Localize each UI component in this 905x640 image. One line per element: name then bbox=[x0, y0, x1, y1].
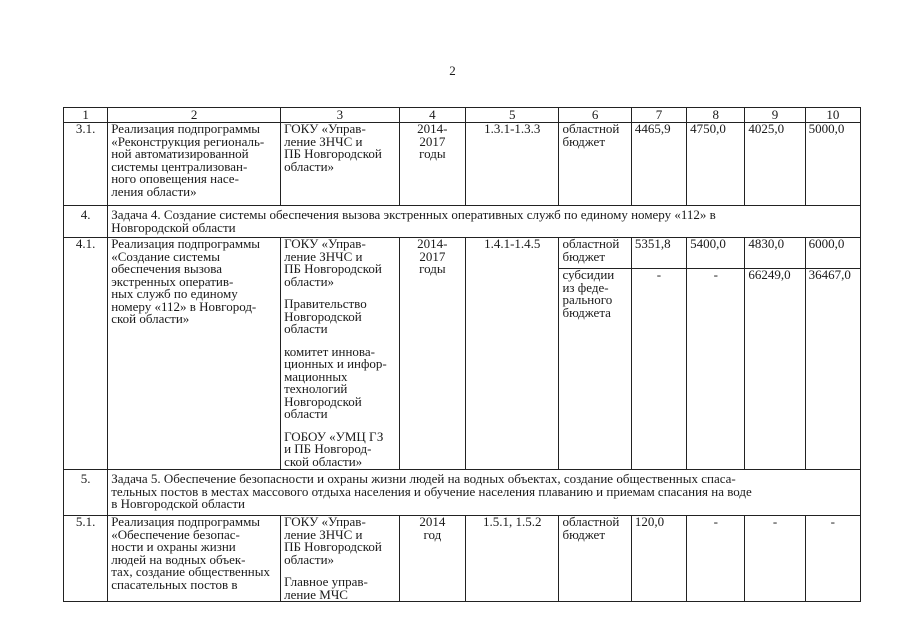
period: 2014- 2017 годы bbox=[399, 123, 465, 206]
header-cell: 7 bbox=[631, 108, 686, 123]
header-cell: 4 bbox=[399, 108, 465, 123]
amount-pair: 6000,0 36467,0 bbox=[805, 238, 860, 470]
header-cell: 8 bbox=[687, 108, 745, 123]
amount: - bbox=[805, 516, 860, 602]
program-table bbox=[63, 107, 861, 602]
page-number: 2 bbox=[449, 63, 456, 78]
header-cell: 5 bbox=[466, 108, 559, 123]
amount-pair: 5400,0 - bbox=[687, 238, 745, 470]
period: 2014 год bbox=[399, 516, 465, 602]
amount: 4465,9 bbox=[631, 123, 686, 206]
task-title: Задача 4. Создание системы обеспечения вызова экстренных оперативных служб по единому номеру «112» в Новгородской области bbox=[108, 206, 861, 238]
task-number: 5. bbox=[64, 470, 108, 516]
amount: 4025,0 bbox=[745, 123, 805, 206]
amount: - bbox=[687, 516, 745, 602]
executors: ГОКУ «Управ- ление ЗНЧС и ПБ Новгородской области» Правительство Новгородской области комитет иннова- ционных и инфор- мационных технологий Новгородской области ГОБОУ «УМЦ ГЗ и ПБ Новгород- ской области» bbox=[281, 238, 400, 470]
amount-pair: 4830,0 66249,0 bbox=[745, 238, 805, 470]
row-number: 5.1. bbox=[64, 516, 108, 602]
table-row-3-1 bbox=[64, 123, 861, 206]
measure-name: Реализация подпрограммы «Создание системы обеспечения вызова экстренных оператив- ных служб по единому номеру «112» в Новгород- ской области» bbox=[108, 238, 281, 470]
task-row-4 bbox=[64, 206, 861, 238]
header-row bbox=[64, 108, 861, 123]
table-row-5-1 bbox=[64, 516, 861, 602]
header-cell: 9 bbox=[745, 108, 805, 123]
funding-source: областной бюджет bbox=[559, 516, 631, 602]
funding-sources: областной бюджет субсидии из феде- рального бюджета bbox=[559, 238, 631, 470]
amount-pair: 5351,8 - bbox=[631, 238, 686, 470]
header-cell: 2 bbox=[108, 108, 281, 123]
task-title: Задача 5. Обеспечение безопасности и охраны жизни людей на водных объектах, создание общественных спаса- тельных постов в местах массового отдыха населения и обучение населения плаванию и приемам спасания на воде в Новгородской области bbox=[108, 470, 861, 516]
amount: 5000,0 bbox=[805, 123, 860, 206]
amount: 120,0 bbox=[631, 516, 686, 602]
indicators: 1.3.1-1.3.3 bbox=[466, 123, 559, 206]
header-cell: 3 bbox=[281, 108, 400, 123]
task-row-5 bbox=[64, 470, 861, 516]
measure-name: Реализация подпрограммы «Реконструкция региональ- ной автоматизированной системы централизован- ного оповещения насе- ления области» bbox=[108, 123, 281, 206]
amount: 4750,0 bbox=[687, 123, 745, 206]
measure-name: Реализация подпрограммы «Обеспечение безопас- ности и охраны жизни людей на водных объек- тах, создание общественных спасательных постов в bbox=[108, 516, 281, 602]
period: 2014- 2017 годы bbox=[399, 238, 465, 470]
indicators: 1.5.1, 1.5.2 bbox=[466, 516, 559, 602]
row-number: 3.1. bbox=[64, 123, 108, 206]
header-cell: 6 bbox=[559, 108, 631, 123]
executors: ГОКУ «Управ- ление ЗНЧС и ПБ Новгородской области» Главное управ- ление МЧС bbox=[281, 516, 400, 602]
executor: ГОКУ «Управ- ление ЗНЧС и ПБ Новгородской области» bbox=[281, 123, 400, 206]
indicators: 1.4.1-1.4.5 bbox=[466, 238, 559, 470]
amount: - bbox=[745, 516, 805, 602]
task-number: 4. bbox=[64, 206, 108, 238]
row-number: 4.1. bbox=[64, 238, 108, 470]
header-cell: 10 bbox=[805, 108, 860, 123]
header-cell: 1 bbox=[64, 108, 108, 123]
funding-source: областной бюджет bbox=[559, 123, 631, 206]
table-row-4-1 bbox=[64, 238, 861, 470]
